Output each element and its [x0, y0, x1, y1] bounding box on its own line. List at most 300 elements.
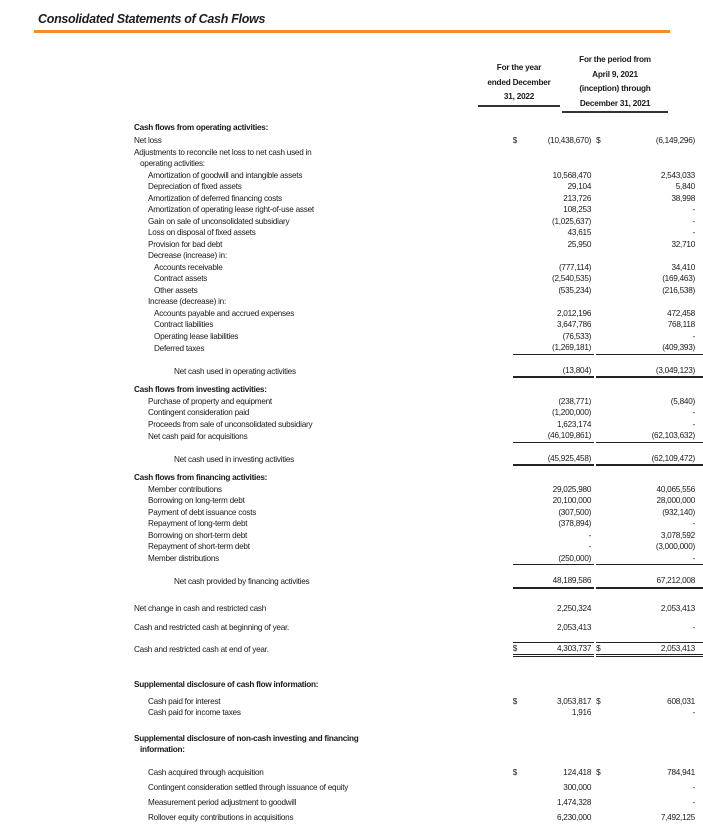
table-row [134, 181, 703, 193]
table-row [134, 541, 703, 553]
amount: - [692, 408, 695, 417]
row-label: Net cash paid for acquisitions [148, 431, 248, 441]
value-2022 [513, 795, 594, 810]
value-2022 [513, 384, 594, 396]
amount: - [692, 419, 695, 429]
value-2022 [513, 170, 594, 182]
table-row [134, 193, 703, 205]
amount: (535,234) [558, 285, 592, 295]
amount-cell [596, 407, 703, 419]
amount-cell [513, 319, 594, 331]
value-2021 [594, 170, 703, 182]
row-label: Net cash provided by financing activities [174, 577, 310, 586]
currency-symbol: $ [512, 767, 518, 777]
value-2022 [513, 744, 594, 756]
row-label: Cash paid for interest [148, 696, 221, 706]
amount: (62,103,632) [651, 431, 695, 440]
amount: 2,053,413 [660, 603, 695, 613]
row-label: Member distributions [148, 554, 219, 563]
section-heading [134, 657, 703, 696]
amount-cell [596, 541, 703, 553]
value-2021 [594, 355, 703, 385]
value-2022 [513, 707, 594, 719]
value-2022 [513, 419, 594, 431]
value-2021 [594, 756, 703, 780]
amount-cell [513, 696, 594, 708]
row-label: operating activities: [140, 159, 205, 168]
value-2022 [513, 430, 594, 443]
amount-cell [513, 622, 594, 634]
section-heading [134, 121, 703, 135]
amount: 608,031 [667, 696, 695, 706]
table-row [134, 319, 703, 331]
total-row [134, 614, 703, 634]
amount-cell [513, 575, 594, 589]
table-row [134, 810, 703, 825]
table-row [134, 396, 703, 408]
value-2022 [513, 262, 594, 274]
amount-cell [596, 262, 703, 274]
value-2022 [513, 250, 594, 262]
value-2021 [594, 780, 703, 795]
table-row [134, 135, 703, 147]
value-2021 [594, 308, 703, 320]
amount: 1,916 [571, 708, 592, 717]
row-label: Amortization of operating lease right-of-use asset [148, 205, 314, 214]
amount-cell [596, 170, 703, 182]
amount-cell [596, 484, 703, 496]
amount-cell [596, 239, 703, 251]
row-label: Cash and restricted cash at end of year. [134, 644, 269, 654]
section-heading [134, 744, 703, 756]
row-label: Member contributions [148, 484, 222, 494]
value-2022 [513, 158, 594, 170]
amount: - [692, 623, 695, 632]
row-label: Cash and restricted cash at beginning of year. [134, 623, 290, 632]
amount-cell [596, 319, 703, 331]
amount: - [588, 530, 592, 540]
amount-cell [596, 342, 703, 355]
table-row [134, 273, 703, 285]
amount: 2,250,324 [556, 603, 592, 613]
total-row [134, 634, 703, 658]
amount: (216,538) [662, 285, 695, 295]
amount-cell [513, 484, 594, 496]
amount: (378,894) [558, 519, 592, 528]
value-2022 [513, 443, 594, 473]
row-label: Amortization of deferred financing costs [148, 193, 282, 203]
amount-cell [596, 331, 703, 343]
value-2022 [513, 780, 594, 795]
value-2021 [594, 158, 703, 170]
amount-cell [513, 419, 594, 431]
table-row [134, 158, 703, 170]
table-row [134, 285, 703, 297]
value-2021 [594, 595, 703, 615]
value-2021 [594, 193, 703, 205]
amount-cell [596, 216, 703, 228]
table-row [134, 296, 703, 308]
amount-cell [513, 495, 594, 507]
row-label: Rollover equity contributions in acquisitions [148, 812, 294, 822]
value-2021 [594, 507, 703, 519]
value-2021 [594, 239, 703, 251]
value-2022 [513, 239, 594, 251]
amount-cell [596, 553, 703, 566]
value-2022 [513, 296, 594, 308]
row-label: Adjustments to reconcile net loss to net cash used in [134, 147, 312, 157]
amount-cell [596, 575, 703, 589]
table-row [134, 495, 703, 507]
value-2022 [513, 135, 594, 147]
table-row [134, 331, 703, 343]
amount: 34,410 [671, 262, 695, 272]
amount: (1,200,000) [552, 408, 592, 417]
table-row [134, 530, 703, 542]
amount-cell [596, 696, 703, 708]
value-2021 [594, 634, 703, 658]
table-row [134, 308, 703, 320]
value-2022 [513, 634, 594, 658]
amount-cell [596, 495, 703, 507]
row-label: Supplemental disclosure of non-cash investing and financing [134, 733, 359, 743]
row-label: Supplemental disclosure of cash flow information: [134, 680, 319, 689]
amount-cell [513, 453, 594, 467]
header-line: December 31, 2021 [579, 98, 651, 108]
amount: 3,053,817 [556, 696, 592, 706]
amount: 28,000,000 [656, 496, 695, 505]
row-label: Proceeds from sale of unconsolidated subsidiary [148, 419, 313, 429]
amount-cell [513, 541, 594, 553]
amount-cell [513, 553, 594, 566]
total-row [134, 443, 703, 473]
row-label: Cash acquired through acquisition [148, 767, 264, 777]
value-2022 [513, 308, 594, 320]
amount-cell [513, 780, 594, 795]
amount-cell [596, 430, 703, 443]
amount-cell [513, 430, 594, 443]
table-row [134, 707, 703, 719]
value-2021 [594, 614, 703, 634]
amount: (1,269,181) [552, 343, 592, 352]
row-label: Provision for bad debt [148, 239, 223, 249]
amount-cell [596, 642, 703, 658]
amount-cell [596, 810, 703, 825]
value-2022 [513, 484, 594, 496]
amount: (1,025,637) [552, 216, 592, 226]
value-2022 [513, 407, 594, 419]
amount: 472,458 [667, 308, 695, 318]
row-label: Net loss [134, 136, 162, 145]
amount-cell [596, 285, 703, 297]
value-2021 [594, 262, 703, 274]
amount: 48,189,586 [552, 576, 592, 585]
value-2022 [513, 614, 594, 634]
value-2021 [594, 553, 703, 566]
title-underline [34, 30, 670, 33]
amount: - [692, 228, 695, 237]
amount-cell [513, 193, 594, 205]
amount-cell [596, 603, 703, 615]
amount: 7,492,125 [660, 812, 695, 822]
row-label: Increase (decrease) in: [148, 297, 226, 306]
row-label: Amortization of goodwill and intangible assets [148, 170, 303, 180]
table-row [134, 262, 703, 274]
amount-cell [596, 765, 703, 780]
amount: 29,104 [567, 182, 592, 191]
value-2022 [513, 273, 594, 285]
amount-cell [513, 507, 594, 519]
amount: 108,253 [563, 205, 592, 214]
amount: 40,065,556 [656, 484, 695, 494]
value-2022 [513, 204, 594, 216]
value-2021 [594, 273, 703, 285]
amount: - [692, 782, 695, 792]
currency-symbol: $ [596, 643, 601, 653]
amount-cell [513, 407, 594, 419]
value-2022 [513, 121, 594, 135]
amount-cell [513, 135, 594, 147]
amount: - [692, 708, 695, 717]
amount-cell [596, 193, 703, 205]
total-row [134, 355, 703, 385]
value-2022 [513, 719, 594, 745]
amount-cell [596, 308, 703, 320]
value-2021 [594, 810, 703, 825]
table-row [134, 553, 703, 566]
row-label: Contingent consideration paid [148, 408, 250, 417]
amount-cell [513, 170, 594, 182]
row-label: Contract liabilities [154, 320, 214, 329]
section-heading [134, 719, 703, 745]
amount-cell [513, 765, 594, 780]
value-2021 [594, 342, 703, 355]
row-label: Contract assets [154, 274, 208, 283]
amount: 213,726 [563, 193, 592, 203]
amount-cell [596, 507, 703, 519]
value-2022 [513, 181, 594, 193]
amount-cell [596, 707, 703, 719]
row-label: Decrease (increase) in: [148, 251, 227, 260]
amount: (250,000) [558, 553, 592, 563]
amount: - [692, 216, 695, 226]
amount-cell [513, 795, 594, 810]
amount: (10,438,670) [547, 136, 592, 145]
row-label: Deferred taxes [154, 343, 205, 353]
amount-cell [513, 204, 594, 216]
amount-cell [513, 227, 594, 239]
amount-cell [596, 453, 703, 467]
row-label: Accounts payable and accrued expenses [154, 308, 295, 318]
amount: 124,418 [563, 767, 592, 777]
amount: 43,615 [567, 228, 592, 237]
amount: - [692, 553, 695, 563]
amount: - [692, 519, 695, 528]
amount-cell [596, 396, 703, 408]
amount-cell [596, 181, 703, 193]
value-2021 [594, 181, 703, 193]
value-2022 [513, 518, 594, 530]
amount-cell [513, 342, 594, 355]
currency-symbol: $ [596, 136, 601, 145]
row-label: Cash paid for income taxes [148, 708, 241, 717]
value-2022 [513, 319, 594, 331]
row-label: Cash flows from operating activities: [134, 123, 269, 133]
value-2022 [513, 565, 594, 595]
amount: 2,543,033 [660, 170, 695, 180]
amount: - [692, 205, 695, 214]
value-2021 [594, 707, 703, 719]
row-label: Measurement period adjustment to goodwill [148, 797, 297, 807]
amount-cell [513, 308, 594, 320]
row-label: Purchase of property and equipment [148, 396, 272, 406]
row-label: Cash flows from investing activities: [134, 385, 267, 394]
value-2022 [513, 147, 594, 159]
amount: (76,533) [562, 331, 592, 341]
value-2022 [513, 657, 594, 696]
amount: - [692, 797, 695, 807]
amount-cell [596, 204, 703, 216]
value-2021 [594, 331, 703, 343]
column-header-2021 [562, 53, 668, 113]
value-2021 [594, 407, 703, 419]
amount-cell [596, 518, 703, 530]
section-heading [134, 472, 703, 484]
row-label: Borrowing on long-term debt [148, 496, 245, 505]
section-heading [134, 384, 703, 396]
table-row [134, 239, 703, 251]
value-2021 [594, 147, 703, 159]
value-2022 [513, 696, 594, 708]
amount-cell [513, 642, 594, 658]
row-label: Loss on disposal of fixed assets [148, 228, 256, 237]
amount: (3,049,123) [655, 365, 695, 375]
table-row [134, 204, 703, 216]
value-2022 [513, 756, 594, 780]
amount-cell [513, 331, 594, 343]
amount: 25,950 [567, 239, 592, 249]
amount: 32,710 [671, 239, 695, 249]
table-row [134, 407, 703, 419]
value-2021 [594, 204, 703, 216]
table-row [134, 518, 703, 530]
amount-cell [513, 262, 594, 274]
row-label: Repayment of short-term debt [148, 542, 250, 551]
amount: 5,840 [675, 182, 695, 191]
value-2022 [513, 495, 594, 507]
row-label: Operating lease liabilities [154, 331, 239, 341]
amount-cell [513, 239, 594, 251]
row-label: Payment of debt issuance costs [148, 507, 257, 517]
amount: 6,230,000 [556, 812, 592, 822]
value-2021 [594, 657, 703, 696]
amount: (45,925,458) [547, 453, 592, 463]
row-label: Accounts receivable [154, 262, 223, 272]
amount-cell [596, 780, 703, 795]
amount-cell [596, 365, 703, 379]
value-2022 [513, 595, 594, 615]
table-row [134, 780, 703, 795]
row-label: Gain on sale of unconsolidated subsidiary [148, 216, 290, 226]
row-label: Borrowing on short-term debt [148, 530, 248, 540]
amount: (307,500) [558, 507, 592, 517]
row-label: Net change in cash and restricted cash [134, 603, 267, 613]
amount-cell [513, 181, 594, 193]
value-2021 [594, 419, 703, 431]
currency-symbol: $ [596, 767, 601, 777]
value-2021 [594, 396, 703, 408]
amount: (5,840) [670, 396, 695, 406]
amount: 768,118 [667, 320, 695, 329]
value-2022 [513, 472, 594, 484]
value-2021 [594, 530, 703, 542]
value-2021 [594, 443, 703, 473]
value-2022 [513, 331, 594, 343]
table-row [134, 227, 703, 239]
header-line: ended December [487, 77, 551, 87]
amount: (238,771) [558, 396, 592, 406]
table-row [134, 430, 703, 443]
amount: 2,053,413 [556, 623, 592, 632]
amount: - [692, 331, 695, 341]
amount: (2,540,535) [552, 274, 592, 283]
value-2021 [594, 541, 703, 553]
table-row [134, 484, 703, 496]
page-title: Consolidated Statements of Cash Flows [38, 12, 266, 26]
amount-cell [596, 273, 703, 285]
value-2021 [594, 484, 703, 496]
amount-cell [596, 419, 703, 431]
value-2021 [594, 296, 703, 308]
header-line: 31, 2022 [503, 92, 535, 101]
amount: 10,568,470 [552, 170, 592, 180]
row-label: Other assets [154, 285, 198, 295]
amount: (13,804) [562, 365, 592, 375]
amount: (777,114) [558, 262, 592, 272]
amount: 3,078,592 [660, 530, 695, 540]
amount: 3,647,786 [556, 320, 592, 329]
currency-symbol: $ [596, 696, 601, 706]
row-label: Depreciation of fixed assets [148, 182, 242, 191]
amount-cell [596, 795, 703, 810]
table-row [134, 216, 703, 228]
cash-flow-table [134, 121, 703, 825]
value-2022 [513, 193, 594, 205]
amount-cell [513, 603, 594, 615]
amount: - [588, 542, 592, 551]
value-2021 [594, 135, 703, 147]
value-2022 [513, 285, 594, 297]
value-2022 [513, 342, 594, 355]
value-2021 [594, 719, 703, 745]
row-label: information: [140, 745, 185, 754]
row-label: Net cash used in operating activities [174, 366, 296, 376]
row-label: Net cash used in investing activities [174, 454, 294, 464]
value-2021 [594, 216, 703, 228]
amount-cell [596, 135, 703, 147]
amount-cell [513, 365, 594, 379]
row-label: Repayment of long-term debt [148, 519, 248, 528]
amount: 29,025,980 [552, 484, 592, 494]
amount: 4,303,737 [556, 643, 592, 653]
amount: (6,149,296) [655, 136, 695, 145]
value-2021 [594, 744, 703, 756]
value-2022 [513, 810, 594, 825]
value-2021 [594, 227, 703, 239]
row-label: Cash flows from financing activities: [134, 473, 268, 482]
table-row [134, 419, 703, 431]
table-row [134, 696, 703, 708]
